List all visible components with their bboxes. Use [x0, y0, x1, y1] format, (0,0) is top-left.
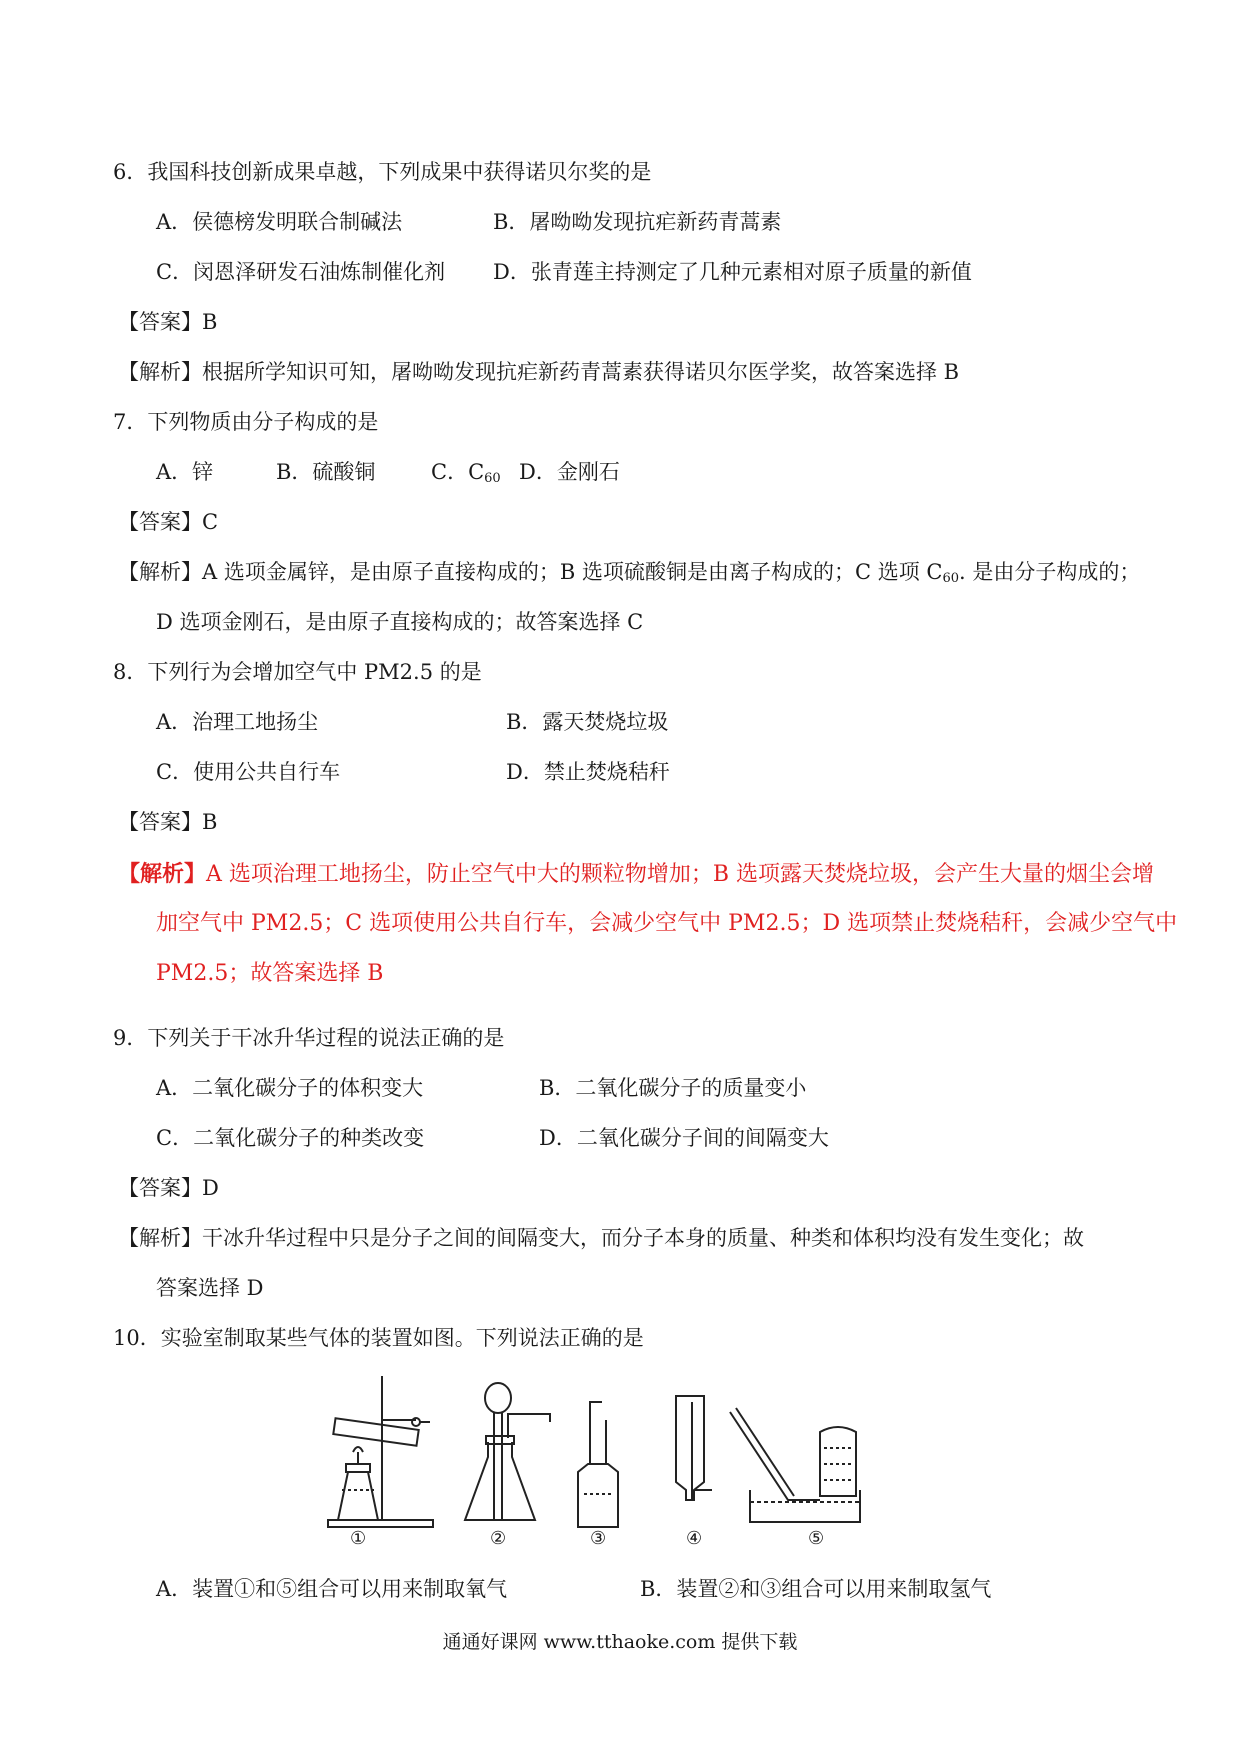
q6-analysis: 【解析】根据所学知识可知，屠呦呦发现抗疟新药青蒿素获得诺贝尔医学奖，故答案选择 B — [118, 360, 960, 384]
q6-option-a: A．侯德榜发明联合制碱法 — [156, 210, 403, 234]
apparatus-drawing — [320, 1372, 960, 1550]
q8-option-b: B．露天焚烧垃圾 — [506, 710, 669, 734]
q8-analysis-line-3: PM2.5；故答案选择 B — [156, 961, 384, 986]
question-9-stem: 9．下列关于干冰升华过程的说法正确的是 — [113, 1026, 505, 1050]
question-6-stem: 6．我国科技创新成果卓越，下列成果中获得诺贝尔奖的是 — [113, 160, 652, 184]
figure-label-4: ④ — [686, 1528, 703, 1549]
apparatus-4-inverted-bottle — [676, 1396, 712, 1500]
apparatus-3-gas-bottle — [578, 1402, 618, 1527]
q9-option-d: D．二氧化碳分子间的间隔变大 — [539, 1126, 829, 1150]
q6-option-d: D．张青莲主持测定了几种元素相对原子质量的新值 — [493, 260, 972, 284]
q8-option-a: A．治理工地扬尘 — [156, 710, 319, 734]
q8-option-d: D．禁止焚烧秸秆 — [506, 760, 670, 784]
apparatus-5-water-trough — [730, 1408, 860, 1522]
q9-option-b: B．二氧化碳分子的质量变小 — [539, 1076, 807, 1100]
q9-analysis-line-2: 答案选择 D — [156, 1276, 264, 1300]
question-7-stem: 7．下列物质由分子构成的是 — [113, 410, 379, 434]
apparatus-1-heating-tube — [328, 1376, 433, 1527]
q7-option-d: D．金刚石 — [519, 460, 620, 484]
apparatus-2-flask-funnel — [465, 1383, 550, 1520]
q7-answer: 【答案】C — [118, 510, 219, 534]
q9-analysis-line-1: 【解析】干冰升华过程中只是分子之间的间隔变大，而分子本身的质量、种类和体积均没有发生变化；故 — [118, 1226, 1084, 1250]
lab-apparatus-figure — [320, 1372, 960, 1550]
q9-option-c: C．二氧化碳分子的种类改变 — [156, 1126, 425, 1150]
q7-analysis-line-1: 【解析】A 选项金属锌，是由原子直接构成的；B 选项硫酸铜是由离子构成的；C 选项 $C_{60}$. 是由分子构成的； — [118, 560, 1141, 586]
q8-answer: 【答案】B — [118, 810, 218, 834]
q8-option-c: C．使用公共自行车 — [156, 760, 341, 784]
q9-answer: 【答案】D — [118, 1176, 219, 1200]
q8-analysis-line-2: 加空气中 PM2.5；C 选项使用公共自行车，会减少空气中 PM2.5；D 选项禁止焚烧秸秆，会减少空气中 — [156, 911, 1178, 936]
q7-option-c: C．$C_{60}$ — [431, 460, 501, 486]
q10-option-b: B．装置②和③组合可以用来制取氢气 — [640, 1577, 992, 1601]
question-10-stem: 10．实验室制取某些气体的装置如图。下列说法正确的是 — [113, 1326, 644, 1350]
page-footer: 通通好课网 www.tthaoke.com 提供下载 — [442, 1631, 798, 1653]
q8-analysis-line-1: 【解析】A 选项治理工地扬尘，防止空气中大的颗粒物增加；B 选项露天焚烧垃圾，会产生大量的烟尘会增 — [118, 861, 1155, 887]
question-8-stem: 8．下列行为会增加空气中 PM2.5 的是 — [113, 660, 482, 684]
q7-option-a: A．锌 — [156, 460, 214, 484]
q6-option-c: C．闵恩泽研发石油炼制催化剂 — [156, 260, 446, 284]
figure-label-5: ⑤ — [808, 1528, 825, 1549]
q7-option-b: B．硫酸铜 — [276, 460, 376, 484]
q9-option-a: A．二氧化碳分子的体积变大 — [156, 1076, 424, 1100]
q7-analysis-line-2: D 选项金刚石，是由原子直接构成的；故答案选择 C — [156, 610, 644, 634]
q10-option-a: A．装置①和⑤组合可以用来制取氧气 — [156, 1577, 508, 1601]
q6-answer: 【答案】B — [118, 310, 218, 334]
q6-option-b: B．屠呦呦发现抗疟新药青蒿素 — [493, 210, 782, 234]
figure-label-2: ② — [490, 1528, 507, 1549]
figure-label-3: ③ — [590, 1528, 607, 1549]
figure-label-1: ① — [350, 1528, 367, 1549]
